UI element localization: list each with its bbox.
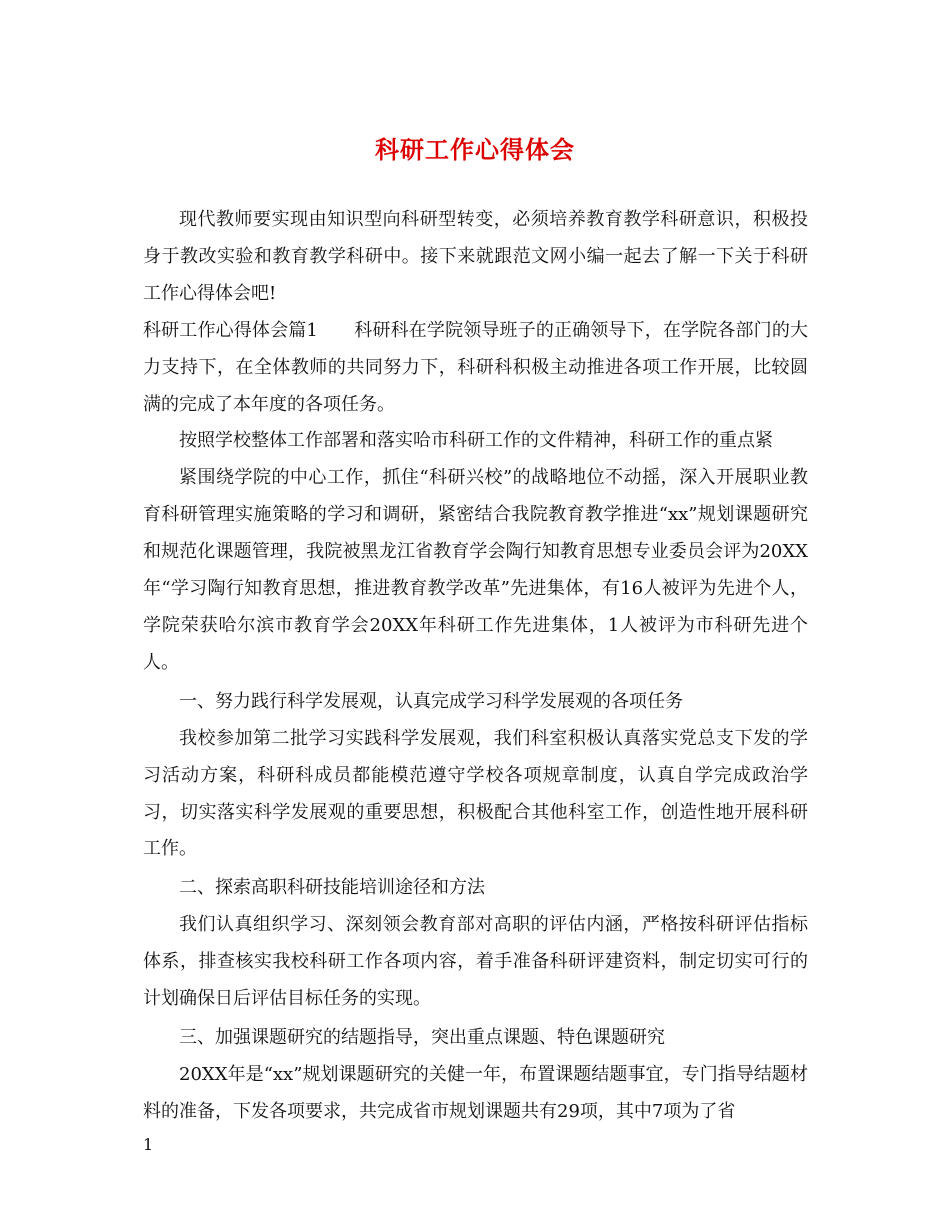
heading-three: 三、加强课题研究的结题指导，突出重点课题、特色课题研究	[179, 1026, 665, 1048]
paragraph-section-1: 科研工作心得体会篇1 科研科在学院领导班子的正确领导下，在学院各部门的大力支持下，在全体教师的共同努力下，科研科积极主动推进各项工作开展，比较圆满的完成了本年度的各项任务。	[143, 319, 808, 415]
paragraph-intro: 现代教师要实现由知识型向科研型转变，必须培养教育教学科研意识，积极投身于教改实验和教育教学科研中。接下来就跟范文网小编一起去了解一下关于科研工作心得体会吧!	[143, 209, 808, 304]
page-number: 1	[143, 1135, 154, 1154]
paragraph-evaluation: 我们认真组织学习、深刻领会教育部对高职的评估内涵，严格按科研评估指标体系，排查核实我校科研工作各项内容，着手准备科研评建资料，制定切实可行的计划确保日后评估目标任务的实现。	[143, 914, 808, 1010]
paragraph-central-work: 紧围绕学院的中心工作，抓住“科研兴校”的战略地位不动摇，深入开展职业教育科研管理实施策略的学习和调研，紧密结合我院教育教学推进“xx”规划课题研究和规范化课题管理，我院被黑龙江省教育学会陶行知教育思想专业委员会评为20XX年“学习陶行知教育思想，推进教育教学改革”先进集体，有16人被评为先进个人，学院荣获哈尔滨市教育学会20XX年科研工作先进集体，1人被评为市科研先进个人。	[143, 467, 808, 673]
paragraph-project-research: 20XX年是“xx”规划课题研究的关健一年，布置课题结题事宜，专门指导结题材料的准备，下发各项要求，共完成省市规划课题共有29项，其中7项为了省	[143, 1063, 808, 1122]
document-title: 科研工作心得体会	[375, 135, 575, 164]
paragraph-study-practice: 我校参加第二批学习实践科学发展观，我们科室积极认真落实党总支下发的学习活动方案，科研科成员都能模范遵守学校各项规章制度，认真自学完成政治学习，切实落实科学发展观的重要思想，积极配合其他科室工作，创造性地开展科研工作。	[143, 727, 808, 860]
document-body	[143, 202, 808, 1131]
paragraph-work-focus: 按照学校整体工作部署和落实哈市科研工作的文件精神，科研工作的重点紧	[179, 430, 773, 452]
heading-two: 二、探索高职科研技能培训途径和方法	[179, 877, 485, 899]
heading-one: 一、努力践行科学发展观，认真完成学习科学发展观的各项任务	[179, 690, 683, 712]
